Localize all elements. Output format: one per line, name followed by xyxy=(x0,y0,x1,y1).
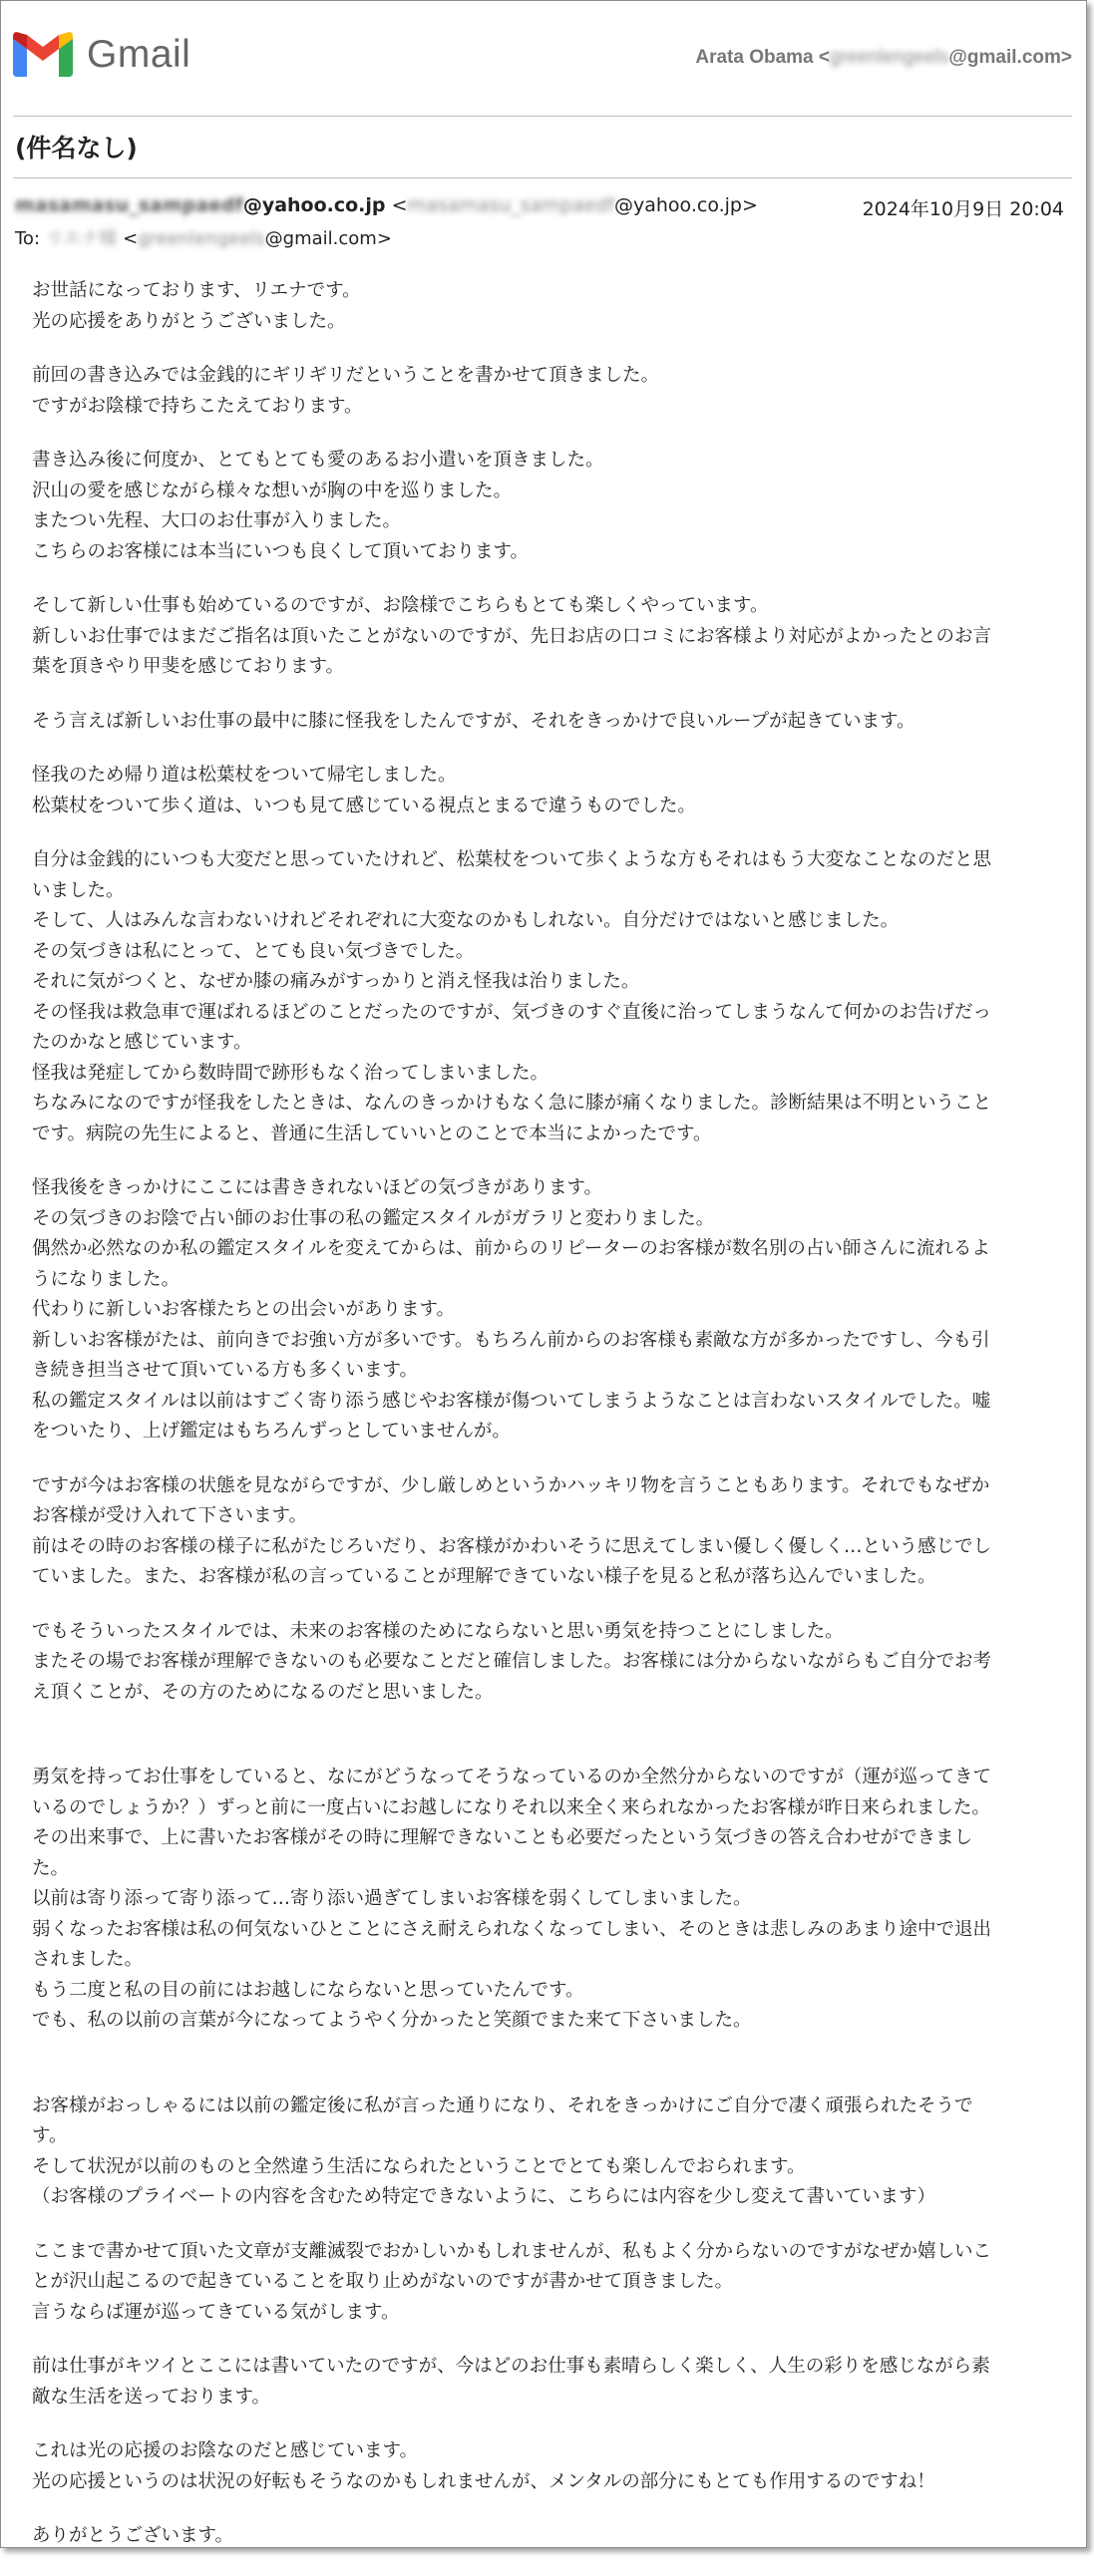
email-date: 2024年10月9日 20:04 xyxy=(862,198,1064,220)
email-paragraph xyxy=(32,2521,1056,2552)
sender-email-redacted: masamasu_sampaedf xyxy=(407,194,614,216)
email-text-line: またつい先程、大口のお仕事が入りました。 xyxy=(32,510,402,531)
recipient-label: To: xyxy=(15,228,41,249)
email-paragraph xyxy=(32,1617,1056,1709)
email-text-line: ですが今はお客様の状態を見ながらですが、少し厳しめというかハッキリ物を言うこともあります。それでもなぜか xyxy=(32,1474,990,1496)
email-text-line: ていました。また、お客様が私の言っていることが理解できていない様子を見ると私が落ち込んでいました。 xyxy=(32,1566,936,1587)
email-text-line: 言うならば運が巡ってきている気がします。 xyxy=(32,2301,400,2323)
email-paragraph xyxy=(32,2092,1056,2213)
email-text-line: をついたり、上げ鑑定はもちろんずっとしていませんが。 xyxy=(32,1421,511,1442)
account-email-domain: @gmail.com> xyxy=(948,47,1072,68)
email-text-line: そして、人はみんな言わないけれどそれぞれに大変なのかもしれない。自分だけではないと感じました。 xyxy=(32,910,900,931)
email-text-line: ちなみになのですが怪我をしたときは、なんのきっかけもなく急に膝が痛くなりました。診断結果は不明ということ xyxy=(32,1093,992,1114)
email-text-line: とが沢山起こるので起きていることを取り止めがないのですが書かせて頂きました。 xyxy=(32,2271,734,2292)
email-text-line: 光の応援というのは状況の好転もそうなのかもしれませんが、メンタルの部分にもとても作用するのですね！ xyxy=(32,2470,935,2492)
gmail-logo-text: Gmail xyxy=(87,33,191,76)
email-text-line: ですがお陰様で持ちこたえております。 xyxy=(32,395,363,417)
email-text-line: それに気がつくと、なぜか膝の痛みがすっかりと消え怪我は治りました。 xyxy=(32,971,640,992)
email-paragraph xyxy=(32,845,1056,1149)
email-text-line: 怪我は発症してから数時間で跡形もなく治ってしまいました。 xyxy=(32,1062,549,1084)
email-text-line: その気づきは私にとって、とても良い気づきでした。 xyxy=(32,940,475,962)
email-text-line: ありがとうございます。 xyxy=(32,2525,234,2546)
recipient-email-redacted: greenlengeels xyxy=(138,228,265,249)
email-text-line: き続き担当させて頂いている方も多くいます。 xyxy=(32,1360,419,1381)
gmail-logo-icon xyxy=(13,31,73,77)
email-text-line: 沢山の愛を感じながら様々な想いが胸の中を巡りました。 xyxy=(32,480,513,501)
email-text-line: そう言えば新しいお仕事の最中に膝に怪我をしたんですが、それをきっかけで良いループが起きています。 xyxy=(32,710,915,732)
header-divider xyxy=(13,116,1072,117)
sender-name-redacted: masamasu_sampaedf xyxy=(15,194,243,216)
email-text-line: 新しいお仕事ではまだご指名は頂いたことがないのですが、先日お店の口コミにお客様より対応がよかったとのお言 xyxy=(32,625,992,647)
email-text-line: そして状況が以前のものと全然違う生活になられたということでとても楽しんでおられます。 xyxy=(32,2155,806,2177)
email-text-line: お客様がおっしゃるには以前の鑑定後に私が言った通りになり、それをきっかけにご自分で凄く頑張られたそうで xyxy=(32,2094,973,2116)
email-text-line: またその場でお客様が理解できないのも必要なことだと確信しました。お客様には分からないながらもご自分でお考 xyxy=(32,1651,992,1672)
email-paragraph xyxy=(32,2436,1056,2497)
email-text-line: 書き込み後に何度か、とてもとても愛のあるお小遣いを頂きました。 xyxy=(32,450,604,471)
email-paragraph xyxy=(32,707,1056,738)
email-text-line: 前は仕事がキツイとここには書いていたのですが、今はどのお仕事も素晴らしく楽しく、人生の彩りを感じながら素 xyxy=(32,2356,990,2377)
email-text-line: いるのでしょうか？）ずっと前に一度占いにお越しになりそれ以来全く来られなかったお客様が昨日来られました。 xyxy=(32,1796,990,1818)
email-text-line: え頂くことが、その方のためになるのだと思いました。 xyxy=(32,1681,494,1703)
account-identity: Arata Obama <greenlengeels@gmail.com> xyxy=(695,47,1072,68)
email-paragraph xyxy=(32,2352,1056,2413)
email-text-line: 光の応援をありがとうございました。 xyxy=(32,310,346,332)
email-paragraph xyxy=(32,446,1056,567)
email-body xyxy=(32,276,1056,2576)
email-paragraph xyxy=(32,1763,1056,2037)
email-text-line: その気づきのお陰で占い師のお仕事の私の鑑定スタイルがガラリと変わりました。 xyxy=(32,1207,715,1229)
sender-line: masamasu_sampaedf@yahoo.co.jp <masamasu_sampaedf@yahoo.co.jp> xyxy=(15,194,758,216)
email-text-line: ここまで書かせて頂いた文章が支離滅裂でおかしいかもしれませんが、私もよく分からないのですがなぜか嬉しいこ xyxy=(32,2240,992,2262)
email-text-line: お世話になっております、リエナです。 xyxy=(32,280,361,301)
email-text-line: 前はその時のお客様の様子に私がたじろいだり、お客様がかわいそうに思えてしまい優しく優しく…という感じでし xyxy=(32,1535,992,1557)
recipient-name-redacted: リエナ様 xyxy=(45,228,118,249)
email-text-line: 怪我のため帰り道は松葉杖をついて帰宅しました。 xyxy=(32,765,457,786)
email-text-line: た。 xyxy=(32,1857,70,1879)
email-text-line: たのかなと感じています。 xyxy=(32,1032,252,1053)
email-text-line: 前回の書き込みでは金銭的にギリギリだということを書かせて頂きました。 xyxy=(32,365,660,386)
email-text-line: 怪我後をきっかけにここには書ききれないほどの気づきがあります。 xyxy=(32,1177,603,1198)
account-name: Arata Obama xyxy=(695,47,814,68)
email-text-line: いました。 xyxy=(32,879,125,901)
email-text-line: お客様が受け入れて下さいます。 xyxy=(32,1505,308,1526)
email-text-line: 松葉杖をついて歩く道は、いつも見て感じている視点とまるで違うものでした。 xyxy=(32,795,696,816)
email-text-line: こちらのお客様には本当にいつも良くして頂いております。 xyxy=(32,540,530,562)
email-text-line: 新しいお客様がたは、前向きでお強い方が多いです。もちろん前からのお客様も素敵な方が多かったですし、今も引 xyxy=(32,1329,990,1351)
email-text-line: うになりました。 xyxy=(32,1268,181,1290)
email-text-line: 以前は寄り添って寄り添って…寄り添い過ぎてしまいお客様を弱くしてしまいました。 xyxy=(32,1888,752,1909)
email-text-line: でもそういったスタイルでは、未来のお客様のためにならないと思い勇気を持つことにしました。 xyxy=(32,1620,844,1642)
email-text-line: す。 xyxy=(32,2125,68,2146)
recipient-email-domain: @gmail.com> xyxy=(264,228,392,249)
sender-name-domain: @yahoo.co.jp xyxy=(242,194,386,216)
email-paragraph xyxy=(32,1173,1056,1448)
email-text-line: でも、私の以前の言葉が今になってようやく分かったと笑顔でまた来て下さいました。 xyxy=(32,2010,752,2031)
email-text-line: もう二度と私の目の前にはお越しにならないと思っていたんです。 xyxy=(32,1979,584,2001)
email-text-line: （お客様のプライベートの内容を含むため特定できないように、こちらには内容を少し変えて書いています） xyxy=(32,2186,935,2207)
recipient-line: To: リエナ様 <greenlengeels@gmail.com> xyxy=(15,224,392,250)
gmail-header xyxy=(13,27,1072,87)
email-text-line: 代わりに新しいお客様たちとの出会いがあります。 xyxy=(32,1299,456,1320)
account-email-redacted: greenlengeels xyxy=(830,47,949,68)
email-text-line: これは光の応援のお陰なのだと感じています。 xyxy=(32,2440,419,2461)
subject-divider xyxy=(13,177,1072,178)
email-subject: (件名なし) xyxy=(15,134,138,162)
email-text-line: 偶然か必然なのか私の鑑定スタイルを変えてからは、前からのリピーターのお客様が数名別の占い師さんに流れるよ xyxy=(32,1238,990,1259)
email-text-line: その怪我は救急車で運ばれるほどのことだったのですが、気づきのすぐ直後に治ってしまうなんて何かのお告げだっ xyxy=(32,1001,992,1023)
email-text-line: そして新しい仕事も始めているのですが、お陰様でこちらもとても楽しくやっています。 xyxy=(32,595,769,616)
email-paragraph xyxy=(32,591,1056,683)
email-text-line: 弱くなったお客様は私の何気ないひとことにさえ耐えられなくなってしまい、そのときは悲しみのあまり途中で退出 xyxy=(32,1918,992,1940)
email-paragraph xyxy=(32,276,1056,337)
email-text-line: 葉を頂きやり甲斐を感じております。 xyxy=(32,656,345,677)
email-paragraph xyxy=(32,1471,1056,1593)
email-text-line: 敵な生活を送っております。 xyxy=(32,2386,271,2408)
email-paragraph xyxy=(32,361,1056,422)
email-paragraph xyxy=(32,761,1056,821)
email-paragraph xyxy=(32,2237,1056,2329)
email-text-line: です。病院の先生によると、普通に生活していいとのことで本当によかったです。 xyxy=(32,1123,712,1144)
email-text-line: 私の鑑定スタイルは以前はすごく寄り添う感じやお客様が傷ついてしまうようなことは言わないスタイルでした。嘘 xyxy=(32,1390,991,1412)
sender-email-domain: @yahoo.co.jp> xyxy=(613,194,758,216)
email-text-line: その出来事で、上に書いたお客様がその時に理解できないことも必要だったという気づきの答え合わせができまし xyxy=(32,1827,973,1848)
email-text-line: されました。 xyxy=(32,1949,144,1970)
email-text-line: 勇気を持ってお仕事をしていると、なにがどうなってそうなっているのか全然分からないのですが（運が巡ってきて xyxy=(32,1767,992,1787)
email-text-line: 自分は金銭的にいつも大変だと思っていたけれど、松葉杖をついて歩くような方もそれはもう大変なことなのだと思 xyxy=(32,849,992,870)
